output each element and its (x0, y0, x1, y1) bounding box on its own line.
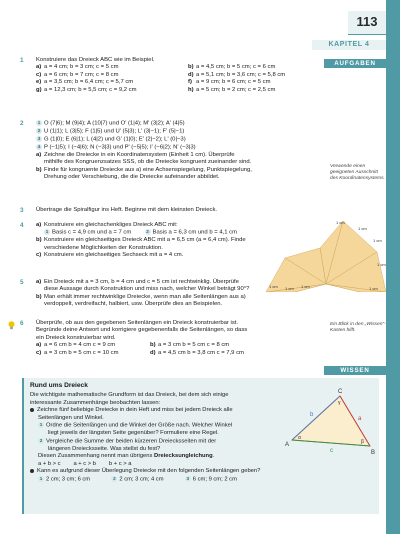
side-label: a (358, 416, 362, 422)
item-text: Zeichne die Dreiecke in ein Koordinatensystem (Einheit 1 cm). Überprüfe (44, 151, 235, 158)
task-item-row (36, 350, 264, 357)
item-label: b) (36, 237, 42, 244)
item-text: Konstruiere ein gleichseitiges Dreieck ABC mit a = 6,5 cm (a = 6,4 cm). Finde (44, 237, 246, 244)
numbered-bullet-icon: 2 (146, 229, 149, 235)
spiral-unit-label: 1 cm (373, 238, 382, 243)
bullet-dot-icon (30, 469, 34, 473)
subtask-b-cont: verdoppelt, verdreifacht, halbiert, usw. Überprüfe dies an Beispielen. (44, 301, 223, 308)
vertex-label: A (285, 442, 290, 448)
numbered-bullet-icon: 3 (186, 475, 190, 481)
item-label: b) (188, 64, 194, 71)
task-text: Überprüfe, ob aus den gegebenen Seitenlängen ein Dreieck konstruierbar ist. (36, 320, 239, 326)
item-text: Konstruiere ein gleichschenkliges Dreieck ABC mit: (44, 222, 178, 228)
wissen-bullet-cont: Seitenlängen und Winkel. (38, 414, 104, 421)
item-label: c) (36, 71, 42, 78)
subtask-a (36, 152, 254, 159)
bullet-dot-icon (30, 408, 34, 412)
spiral-unit-label: 1 cm (358, 226, 367, 231)
section-label-aufgaben: AUFGABEN (324, 59, 386, 68)
task-item-row (36, 79, 340, 86)
wissen-intro: interessante Zusammenhänge beobachten lassen: (30, 399, 161, 406)
subtask-b (36, 167, 254, 174)
wissen-box (22, 378, 379, 514)
spiral-unit-label: 1 cm (377, 262, 386, 267)
vertex-label: B (371, 450, 376, 456)
angle-label: α (298, 435, 301, 441)
spiral-unit-label: 1 cm (269, 284, 278, 289)
item-text: a = 4 cm; b = 3 cm; c = 5 cm (44, 64, 119, 71)
item-text: a = 3 cm b = 5 cm c = 8 cm (158, 342, 230, 349)
side-note-koordinaten: Verwende einen geeigneten Ausschnitt des Koordinatensystems. (330, 164, 385, 181)
item-label: a) (36, 342, 42, 349)
item-label: g) (36, 86, 42, 93)
rule-term: Dreiecksungleichung (154, 453, 213, 460)
spiral-unit-label: 1 cm (369, 286, 378, 291)
option-text: Basis a = 6,3 cm und b = 4,1 cm (152, 229, 237, 236)
item-label: e) (36, 79, 42, 86)
spiral-unit-label: 1 cm (301, 284, 310, 289)
task-bullet-line (36, 120, 254, 128)
subtask-a-options (36, 229, 254, 237)
task-bullet-line (36, 136, 254, 144)
numbered-bullet-icon: 1 (39, 422, 43, 428)
numbered-bullet-icon: 4 (37, 143, 41, 149)
bullet-text: U (1|1); L (3|5); F (1|5) und U' (5|3); L' (3|−1); F' (5|−1) (44, 128, 185, 135)
item-label: f) (188, 79, 192, 86)
subtask-a (36, 222, 254, 229)
task-number: 4 (20, 222, 24, 229)
item-label: a) (36, 151, 42, 158)
page-number: 113 (348, 11, 386, 35)
item-text: Konstruiere ein gleichseitiges Sechseck mit a = 4 cm. (44, 252, 184, 259)
subtask-c (36, 252, 254, 259)
item-text: Finde für kongruente Dreiecke aus a) eine Achsenspiegelung, Punktspiegelung, (44, 166, 252, 173)
item-label: c) (36, 349, 42, 356)
numbered-bullet-icon: 1 (39, 475, 43, 481)
page-edge-band (386, 0, 400, 534)
option-text: 6 cm; 9 cm; 2 cm (192, 476, 237, 483)
wissen-subitem-cont: liegt jeweils der längsten Seite gegenüber? Formuliere eine Regel. (48, 430, 219, 437)
subtask-a-cont: diese Aussage durch Konstruktion und miss nach, welcher Winkel beträgt 90°? (44, 286, 250, 293)
wissen-options (30, 476, 280, 484)
bullet-text: G (1|0); E (6|1); L (4|2) und G' (1|0); E' (2|−2); L' (0|−3) (44, 136, 186, 143)
section-label-wissen: WISSEN (324, 366, 386, 375)
wissen-title: Rund ums Dreieck (30, 382, 88, 389)
option-text: 2 cm; 3 cm; 6 cm (46, 476, 91, 483)
item-label: b) (36, 293, 42, 300)
wissen-formula: a + b > c a + c > b b + c > a (38, 460, 132, 467)
task-text: Übertrage die Spiralfigur ins Heft. Beginne mit dem kleinsten Dreieck. (36, 207, 218, 213)
side-note-wissen: Ein Blick in den „Wissen"-Kasten hilft. (330, 322, 386, 333)
item-label: d) (188, 71, 194, 78)
wissen-bullet: Zeichne fünf beliebige Dreiecke in dein Heft und miss bei jedem Dreieck alle (30, 407, 280, 415)
subtask-a (36, 279, 264, 286)
task-5 (14, 279, 264, 309)
subtask-a-cont: mithilfe des Kongruenzsatzes SSS, ob die Dreiecke kongruent zueinander sind. (44, 159, 252, 166)
subtask-b (36, 237, 254, 244)
item-label: a) (36, 64, 42, 71)
item-text: a = 6 cm b = 4 cm c = 9 cm (44, 342, 116, 349)
wissen-subitem: 2 Vergleiche die Summe der beiden kürzeren Dreiecksseiten mit der (39, 437, 217, 445)
triangle-abc-figure (282, 384, 376, 456)
task-6 (14, 320, 264, 357)
task-number: 3 (20, 207, 24, 214)
wissen-text (30, 392, 280, 484)
numbered-bullet-icon: 2 (39, 437, 43, 443)
option-text: Basis c = 4,9 cm und a = 7 cm (52, 229, 132, 236)
task-number: 1 (20, 57, 24, 64)
task-2 (14, 120, 254, 181)
item-text: Ein Dreieck mit a = 3 cm, b = 4 cm und c = 5 cm ist rechtwinklig. Überprüfe (44, 279, 239, 285)
item-text: a = 4,5 cm b = 3,8 cm c = 7,9 cm (158, 349, 244, 356)
task-bullet-line (36, 128, 254, 136)
subtask-b-cont: verschiedene Möglichkeiten der Konstruktion. (44, 244, 163, 251)
spiral-unit-label: 1 cm (285, 286, 294, 291)
task-bullet-line (36, 144, 254, 152)
item-text: a = 3,5 cm; b = 6,4 cm; c = 5,7 cm (44, 79, 134, 86)
item-text: a = 5 cm; b = 2 cm; c = 2,5 cm (196, 86, 276, 93)
side-label: c (330, 448, 333, 454)
item-text: a = 3 cm b = 5 cm c = 10 cm (44, 349, 119, 356)
item-text: Man erhält immer rechtwinklige Dreiecke, wenn man alle Seitenlängen aus a) (44, 293, 246, 300)
item-label: b) (36, 166, 42, 173)
spiral-unit-label: 1 cm (336, 220, 345, 225)
task-intro: Konstruiere das Dreieck ABC wie im Beispiel. (36, 57, 155, 63)
item-label: a) (36, 222, 42, 228)
task-item-row (36, 87, 340, 94)
item-label: c) (36, 252, 42, 259)
angle-label: β (361, 439, 364, 445)
angle-label: γ (338, 400, 341, 406)
item-text: a = 9 cm; b = 6 cm; c = 5 cm (196, 79, 271, 86)
wissen-subitem: 1 Ordne die Seitenlängen und die Winkel der Größe nach. Welcher Winkel (39, 422, 233, 429)
task-number: 5 (20, 279, 24, 286)
option-text: 2 cm; 3 cm; 4 cm (119, 476, 164, 483)
numbered-bullet-icon: 1 (45, 229, 49, 235)
item-label: h) (188, 86, 194, 93)
item-text: a = 6 cm; b = 7 cm; c = 8 cm (44, 71, 119, 78)
item-label: a) (36, 279, 42, 285)
task-item-row (36, 342, 264, 349)
task-item-row (36, 64, 340, 71)
task-number: 2 (20, 120, 24, 127)
wissen-bullet: Kann es aufgrund dieser Überlegung Dreiecke mit den folgenden Seitenlängen geben? (30, 468, 280, 476)
side-label: b (310, 412, 314, 418)
wissen-intro: Die wichtigste mathematische Grundform ist das Dreieck, bei dem sich einige (30, 392, 229, 398)
vertex-label: C (338, 389, 343, 395)
item-label: b) (150, 342, 156, 349)
bullet-text: O (7|6); M (9|4); A (10|7) und O' (1|4); M' (3|2); A' (4|5) (44, 120, 185, 127)
numbered-bullet-icon: 1 (37, 120, 41, 125)
numbered-bullet-icon: 2 (113, 475, 116, 481)
task-text: ein Dreieck konstruierbar wird. (36, 334, 116, 341)
wissen-rule: Diesen Zusammenhang nennt man übrigens Dreiecksungleichung. (38, 453, 215, 460)
chapter-label: KAPITEL 4 (312, 40, 386, 50)
wissen-subitem-cont: längeren Dreiecksseite. Was stellst du fest? (48, 445, 161, 452)
numbered-bullet-icon: 3 (37, 135, 41, 141)
task-number: 6 (20, 320, 24, 327)
task-item-row (36, 72, 340, 79)
task-4 (14, 222, 254, 259)
task-text: Begründe deine Antwort und korrigiere gegebenenfalls die Seitenlängen, so dass (36, 327, 248, 334)
subtask-b-cont: Drehung oder Verschiebung, die die Dreiecke aufeinander abbildet. (44, 173, 220, 180)
item-text: a = 12,3 cm; b = 5,5 cm; c = 9,2 cm (44, 86, 137, 93)
task-1 (14, 57, 340, 94)
task-3 (14, 207, 254, 214)
numbered-bullet-icon: 2 (37, 127, 41, 133)
spiral-triangle-figure (265, 218, 387, 292)
item-text: a = 5,1 cm; b = 3,6 cm; c = 5,8 cm (196, 71, 286, 78)
bullet-text: P (−1|5); I (−4|6); N (−3|3) und P' (−5|5); I' (−6|2); N' (−3|3) (44, 144, 196, 151)
item-text: a = 4,5 cm; b = 5 cm; c = 6 cm (196, 64, 276, 71)
item-label: d) (150, 349, 156, 356)
